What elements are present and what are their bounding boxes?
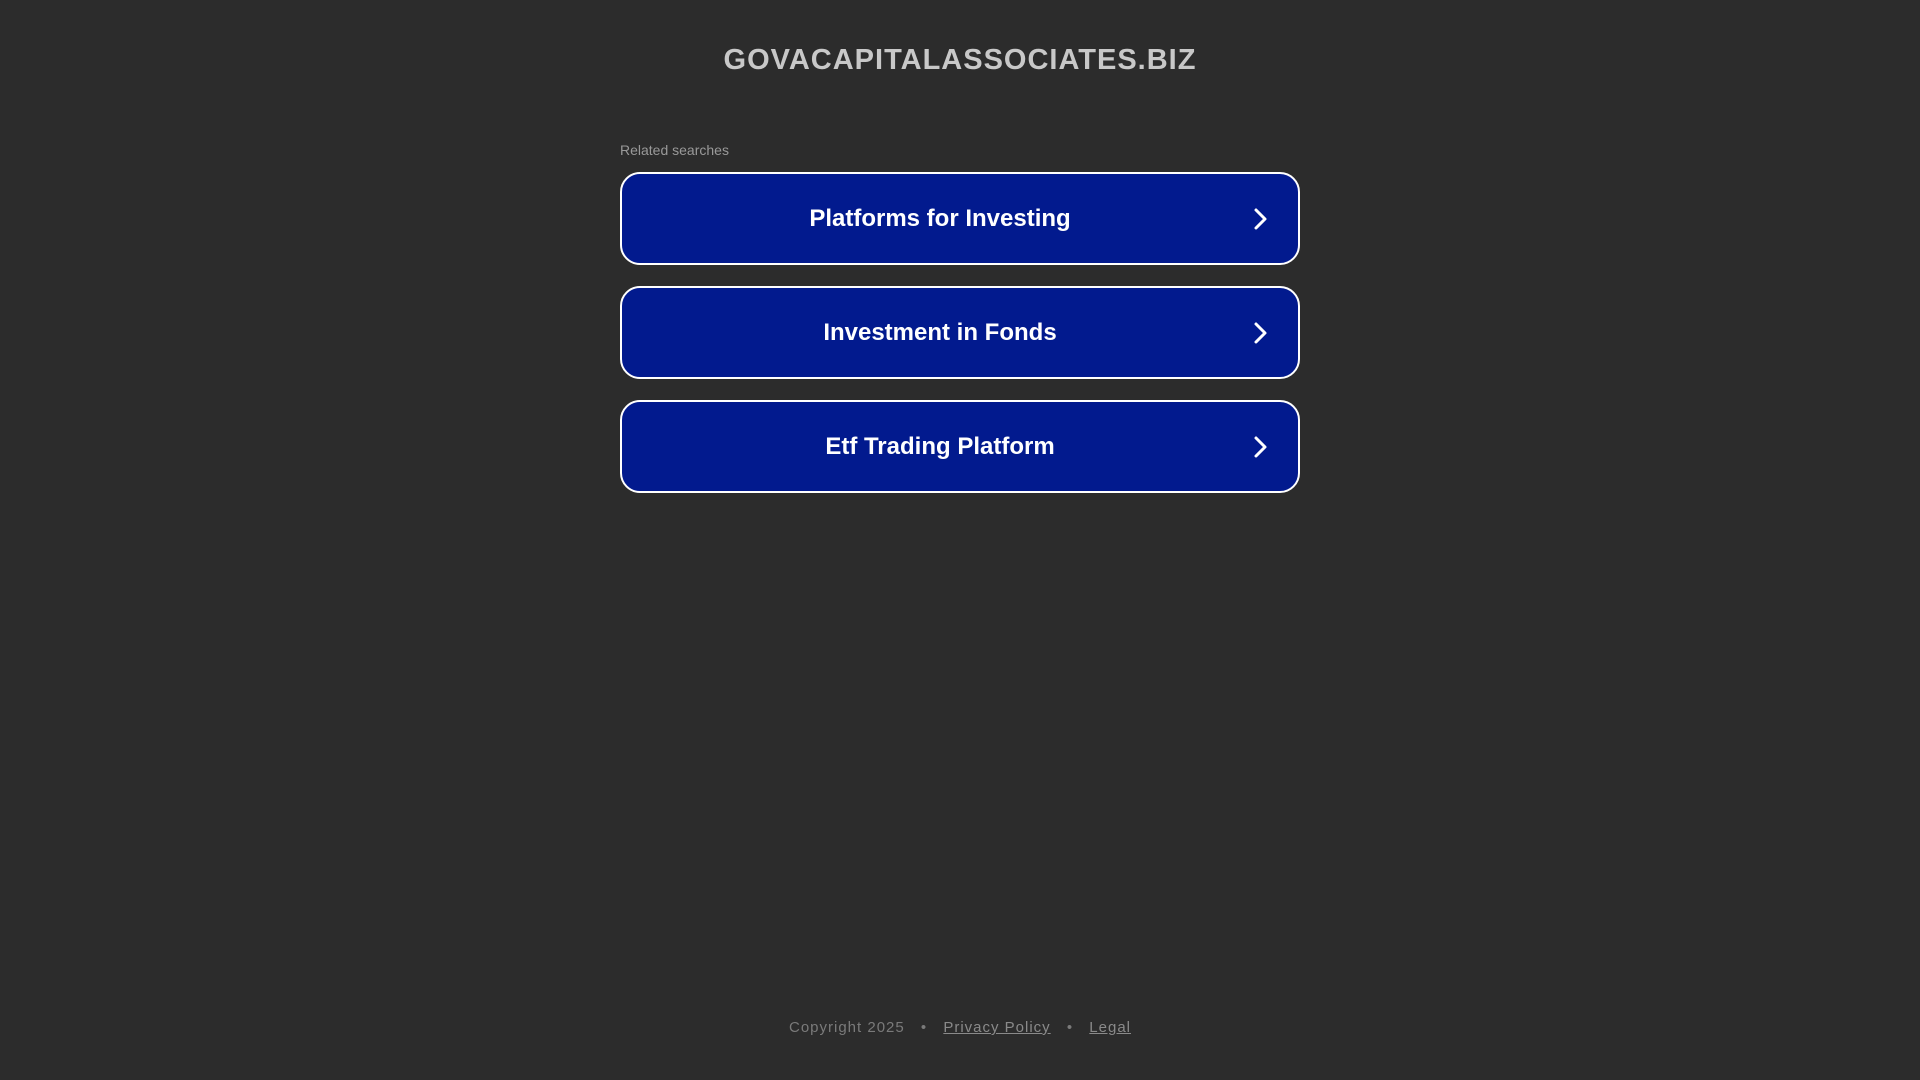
- related-search-button-investment-in-fonds[interactable]: [620, 286, 1300, 379]
- chevron-right-icon: [1248, 435, 1272, 459]
- related-search-label: Etf Trading Platform: [825, 432, 1055, 460]
- related-search-button-platforms-for-investing[interactable]: [620, 172, 1300, 265]
- chevron-right-icon: [1248, 321, 1272, 345]
- privacy-policy-link[interactable]: Privacy Policy: [943, 1019, 1051, 1036]
- domain-title: GOVACAPITALASSOCIATES.BIZ: [723, 44, 1197, 76]
- related-search-label: Investment in Fonds: [823, 318, 1057, 346]
- related-search-label: Platforms for Investing: [809, 204, 1071, 232]
- footer-separator: •: [1066, 1019, 1074, 1036]
- related-searches-label: Related searches: [620, 142, 729, 158]
- footer: [0, 1019, 1920, 1036]
- copyright-text: Copyright 2025: [788, 1019, 905, 1036]
- footer-separator: •: [920, 1019, 928, 1036]
- related-search-button-etf-trading-platform[interactable]: [620, 400, 1300, 493]
- chevron-right-icon: [1248, 207, 1272, 231]
- legal-link[interactable]: Legal: [1089, 1019, 1131, 1036]
- related-searches: [620, 142, 1300, 514]
